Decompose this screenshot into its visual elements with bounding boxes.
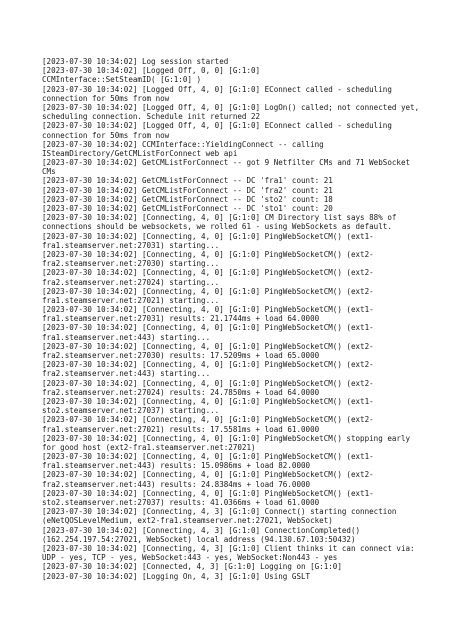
log-line: fra1.steamserver.net:27031) results: 21.1744ms + load 64.0000 (42, 314, 320, 324)
log-line: ISteamDirectory/GetCMListForConnect web api (42, 148, 238, 158)
log-line: [2023-07-30 10:34:02] [Connecting, 4, 0] [G:1:0] PingWebSocketCM() (ext2- (42, 470, 374, 480)
log-line: [2023-07-30 10:34:02] GetCMListForConnect -- DC 'fra2' count: 21 (42, 185, 333, 195)
log-line: UDP - yes, TCP - yes, WebSocket:443 - yes, WebSocket:Non443 - yes (42, 553, 338, 563)
log-line: [2023-07-30 10:34:02] GetCMListForConnect -- DC 'sto2' count: 18 (42, 194, 333, 204)
log-line: [2023-07-30 10:34:02] GetCMListForConnect -- got 9 Netfilter CMs and 71 WebSocket (42, 158, 411, 168)
log-line: [2023-07-30 10:34:02] [Connecting, 4, 0] [G:1:0] PingWebSocketCM() (ext2- (42, 378, 374, 388)
log-line: [2023-07-30 10:34:02] [Connecting, 4, 0] [G:1:0] PingWebSocketCM() (ext1- (42, 231, 374, 241)
log-line: [2023-07-30 10:34:02] [Logged Off, 4, 0] [G:1:0] EConnect called - scheduling (42, 84, 392, 94)
log-text (42, 57, 462, 581)
log-line: fra2.steamserver.net:443) results: 24.8384ms + load 76.0000 (42, 479, 311, 489)
log-line: fra2.steamserver.net:27030) results: 17.5209ms + load 65.0000 (42, 351, 320, 360)
log-line: (162.254.197.54:27021, WebSocket) local address (94.130.67.103:50432) (42, 534, 356, 544)
log-line: [2023-07-30 10:34:02] [Connecting, 4, 0] [G:1:0] PingWebSocketCM() (ext2- (42, 360, 374, 370)
log-line: (eNetQOSLevelMedium, ext2-fra1.steamserver.net:27021, WebSocket) (42, 516, 333, 526)
log-line: [2023-07-30 10:34:02] CCMInterface::YieldingConnect -- calling (42, 139, 324, 149)
log-line: [2023-07-30 10:34:02] [Connecting, 4, 0] [G:1:0] PingWebSocketCM() (ext2- (42, 286, 374, 296)
log-line: fra1.steamserver.net:27021) starting... (42, 295, 220, 305)
log-line: [2023-07-30 10:34:02] [Connecting, 4, 0] [G:1:0] PingWebSocketCM() (ext1- (42, 452, 374, 462)
log-line: [2023-07-30 10:34:02] [Connecting, 4, 3] [G:1:0] Connect() starting connection (42, 507, 397, 517)
log-line: fra2.steamserver.net:27030) starting... (42, 259, 220, 269)
log-line: [2023-07-30 10:34:02] [Logged Off, 4, 0] [G:1:0] LogOn() called; not connected yet, (42, 102, 420, 112)
log-line: [2023-07-30 10:34:02] [Connected, 4, 3] [G:1:0] Logging on [G:1:0] (42, 562, 342, 572)
log-line: [2023-07-30 10:34:02] [Connecting, 4, 0] [G:1:0] PingWebSocketCM() (ext2- (42, 415, 374, 425)
log-line: [2023-07-30 10:34:02] [Logging On, 4, 3] [G:1:0] Using GSLT (42, 571, 311, 581)
log-line: [2023-07-30 10:34:02] [Logged Off, 4, 0] [G:1:0] EConnect called - scheduling (42, 121, 392, 131)
log-line: connections should be websockets, we rolled 61 - using WebSockets as default. (42, 222, 392, 232)
log-line: [2023-07-30 10:34:02] [Connecting, 4, 0] [G:1:0] CM Directory list says 88% of (42, 213, 397, 223)
log-line: [2023-07-30 10:34:02] GetCMListForConnect -- DC 'sto1' count: 20 (42, 204, 333, 213)
log-line: fra2.steamserver.net:27024) results: 24.7850ms + load 64.0000 (42, 387, 320, 397)
log-line: fra1.steamserver.net:443) starting... (42, 332, 211, 342)
log-line: sto2.steamserver.net:27037) results: 41.0366ms + load 61.0000 (42, 498, 320, 507)
log-line: [2023-07-30 10:34:02] [Connecting, 4, 0] [G:1:0] PingWebSocketCM() (ext1- (42, 305, 374, 315)
log-line: [2023-07-30 10:34:02] [Connecting, 4, 0] [G:1:0] PingWebSocketCM() stopping early (42, 433, 411, 443)
log-line: connection for 50ms from now (42, 130, 170, 140)
log-line: fra2.steamserver.net:27024) starting... (42, 277, 220, 287)
log-line: [2023-07-30 10:34:02] Log session started (42, 57, 229, 66)
log-line: [2023-07-30 10:34:02] [Connecting, 4, 0] [G:1:0] PingWebSocketCM() (ext2- (42, 268, 374, 278)
log-line: [2023-07-30 10:34:02] [Logged Off, 0, 0] [G:1:0] (42, 66, 261, 76)
log-line: fra1.steamserver.net:443) results: 15.0986ms + load 82.0000 (42, 461, 311, 471)
log-line: CMs (42, 167, 56, 177)
log-line: for good host (ext2-fra1.steamserver.net:27021) (42, 442, 256, 452)
log-line: scheduling connection. Schedule init returned 22 (42, 112, 261, 122)
log-line: sto2.steamserver.net:27037) starting... (42, 406, 220, 416)
log-line: [2023-07-30 10:34:02] [Connecting, 4, 0] [G:1:0] PingWebSocketCM() (ext1- (42, 396, 374, 406)
log-line: [2023-07-30 10:34:02] [Connecting, 4, 0] [G:1:0] PingWebSocketCM() (ext2- (42, 341, 374, 351)
log-line: CCMInterface::SetSteamID( [G:1:0] ) (42, 75, 202, 85)
log-line: [2023-07-30 10:34:02] [Connecting, 4, 0] [G:1:0] PingWebSocketCM() (ext2- (42, 249, 374, 259)
log-line: [2023-07-30 10:34:02] [Connecting, 4, 0] [G:1:0] PingWebSocketCM() (ext1- (42, 323, 374, 333)
log-line: [2023-07-30 10:34:02] [Connecting, 4, 3] [G:1:0] Client thinks it can connect via: (42, 543, 415, 553)
log-line: [2023-07-30 10:34:02] [Connecting, 4, 0] [G:1:0] PingWebSocketCM() (ext1- (42, 488, 374, 498)
log-line: [2023-07-30 10:34:02] GetCMListForConnect -- DC 'fra1' count: 21 (42, 176, 333, 186)
log-line: fra2.steamserver.net:443) starting... (42, 369, 211, 379)
log-line: [2023-07-30 10:34:02] [Connecting, 4, 3] [G:1:0] ConnectionCompleted() (42, 525, 361, 535)
log-line: connection for 50ms from now (42, 93, 170, 103)
log-line: fra1.steamserver.net:27031) starting... (42, 240, 220, 250)
log-line: fra1.steamserver.net:27021) results: 17.5581ms + load 61.0000 (42, 424, 320, 434)
